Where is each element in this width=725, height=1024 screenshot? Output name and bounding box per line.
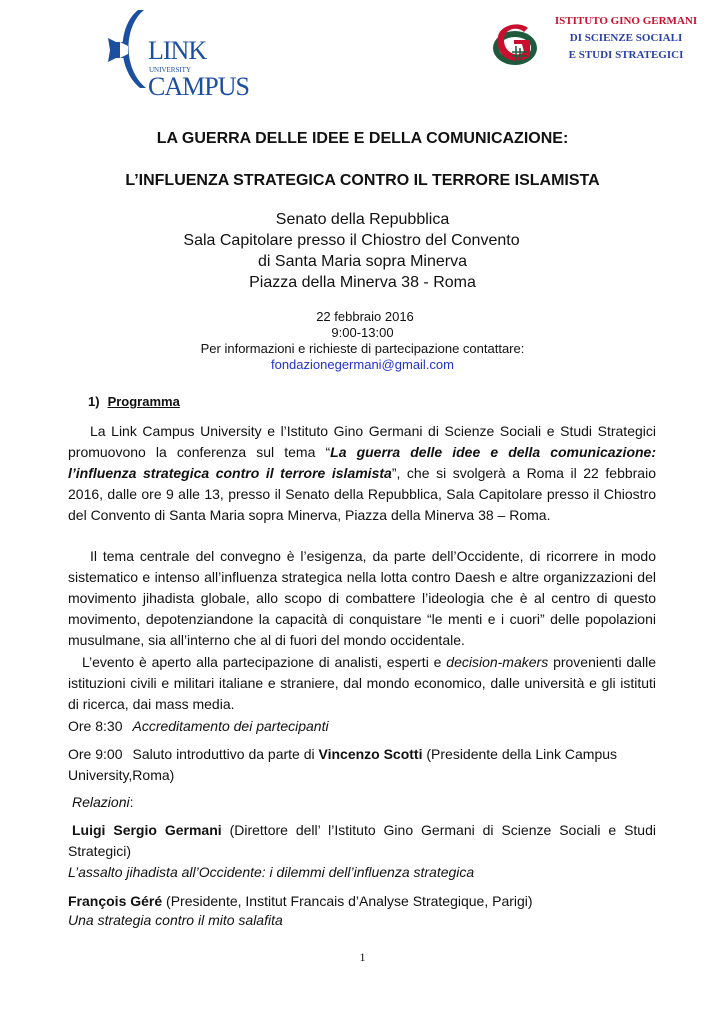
logo-university-text: UNIVERSITY	[149, 66, 191, 74]
conference-title-emphasis: La guerra delle idee e della comunicazione: l’influenza strategica contro il terrore islamista	[68, 444, 656, 481]
contact-text: Per informazioni e richieste di partecipazione contattare:	[200, 341, 525, 356]
speaker-name: Vincenzo Scotti	[318, 746, 423, 762]
logo-link-text: LINK	[148, 36, 207, 65]
talk-title-germani	[68, 862, 658, 883]
decision-makers-emphasis: decision-makers	[446, 654, 549, 670]
page-number: 1	[359, 950, 366, 964]
schedule-time: Ore 8:30	[68, 718, 123, 734]
institute-subtitle-1: DI SCIENZE SOCIALI	[569, 32, 683, 44]
speaker-role: (Presidente, Institut Francais d’Analyse Strategique, Parigi)	[162, 893, 533, 909]
institute-subtitle-2: E STUDI STRATEGICI	[568, 49, 684, 61]
schedule-item-accreditation	[68, 716, 658, 737]
logo-campus-text: CAMPUS	[148, 72, 249, 101]
audience-text-start: L’evento è aperto alla partecipazione di analisti, esperti e	[82, 654, 447, 670]
speaker-role: (Direttore dell’ l’Istituto Gino Germani di Scienze Sociali e Studi Strategici)	[68, 822, 656, 859]
talk-title-gere	[68, 910, 658, 931]
relazioni-text: Relazioni	[72, 794, 130, 810]
theme-text: Il tema centrale del convegno è l’esigenza, da parte dell’Occidente, di ricorrere in modo sistematico e intenso all’influenza strategica nella lotta contro Daesh e altre organizzazioni del movimento jihadista globale, allo scopo di combattere l’ideologia che è al centro di questo movimento, depotenziandone la capacità di conquistare “le menti e i cuori” delle popolazioni musulmane, sia all’interno che al di fuori del mondo occidentale.	[68, 548, 656, 648]
schedule-item-welcome	[68, 744, 656, 786]
schedule-time: Ore 9:00	[68, 746, 123, 762]
audience-text-end: provenienti dalle istituzioni civili e militari italiane e straniere, dal mondo economico, dalle università e gli istituti di ricerca, dai mass media.	[68, 654, 656, 712]
venue-line-3: di Santa Maria sopra Minerva	[258, 253, 467, 270]
intro-text-start: La Link Campus University e l’Istituto Gino Germani di Scienze Sociali e Studi Strategici promuovono la conferenza sul tema “	[68, 423, 656, 460]
event-date: 22 febbraio 2016	[316, 309, 414, 324]
document-title-line-1: LA GUERRA DELLE IDEE E DELLA COMUNICAZIONE:	[156, 130, 569, 147]
event-info	[0, 309, 725, 373]
institute-name: ISTITUTO GINO GERMANI	[554, 15, 698, 27]
paragraph-theme	[68, 546, 656, 651]
event-time: 9:00-13:00	[331, 325, 394, 340]
speaker-affiliation: (Presidente della Link Campus University,Roma)	[68, 746, 618, 783]
section-title: Programma	[107, 394, 180, 409]
talk-title: Una strategia contro il mito salafita	[68, 912, 283, 928]
venue-line-1: Senato della Repubblica	[275, 211, 450, 228]
talk-title: L’assalto jihadista all’Occidente: i dilemmi dell’influenza strategica	[68, 864, 475, 880]
link-campus-wordmark	[148, 38, 249, 100]
section-number: 1)	[88, 394, 100, 409]
schedule-description: Accreditamento dei partecipanti	[132, 718, 329, 734]
paragraph-intro	[68, 421, 656, 526]
paragraph-audience	[68, 652, 656, 715]
speaker-entry-germani	[68, 820, 656, 862]
speaker-name: François Géré	[68, 893, 163, 909]
contact-email-link[interactable]: fondazionegermani@gmail.com	[270, 357, 454, 372]
section-heading	[88, 394, 180, 409]
venue-block	[0, 209, 725, 293]
document-title-line-2: L’INFLUENZA STRATEGICA CONTRO IL TERRORE ISLAMISTA	[125, 172, 600, 189]
speaker-entry-gere	[68, 891, 658, 912]
schedule-description: Saluto introduttivo da parte di	[132, 746, 319, 762]
relazioni-label	[72, 792, 662, 813]
relazioni-colon: :	[129, 794, 134, 810]
venue-line-4: Piazza della Minerva 38 - Roma	[249, 274, 476, 291]
gino-germani-header-text	[540, 13, 712, 64]
venue-line-2: Sala Capitolare presso il Chiostro del Convento	[183, 232, 520, 249]
intro-text-end: ”, che si svolgerà a Roma il 22 febbraio 2016, dalle ore 9 alle 13, presso il Senato della Repubblica, Sala Capitolare presso il Chiostro del Convento di Santa Maria sopra Minerva, Piazza della Minerva 38 – Roma.	[68, 465, 656, 523]
gino-germani-logo	[488, 18, 540, 70]
speaker-name: Luigi Sergio Germani	[72, 822, 222, 838]
gothic-g-emblem-icon	[488, 18, 540, 70]
link-campus-logo	[106, 8, 249, 101]
